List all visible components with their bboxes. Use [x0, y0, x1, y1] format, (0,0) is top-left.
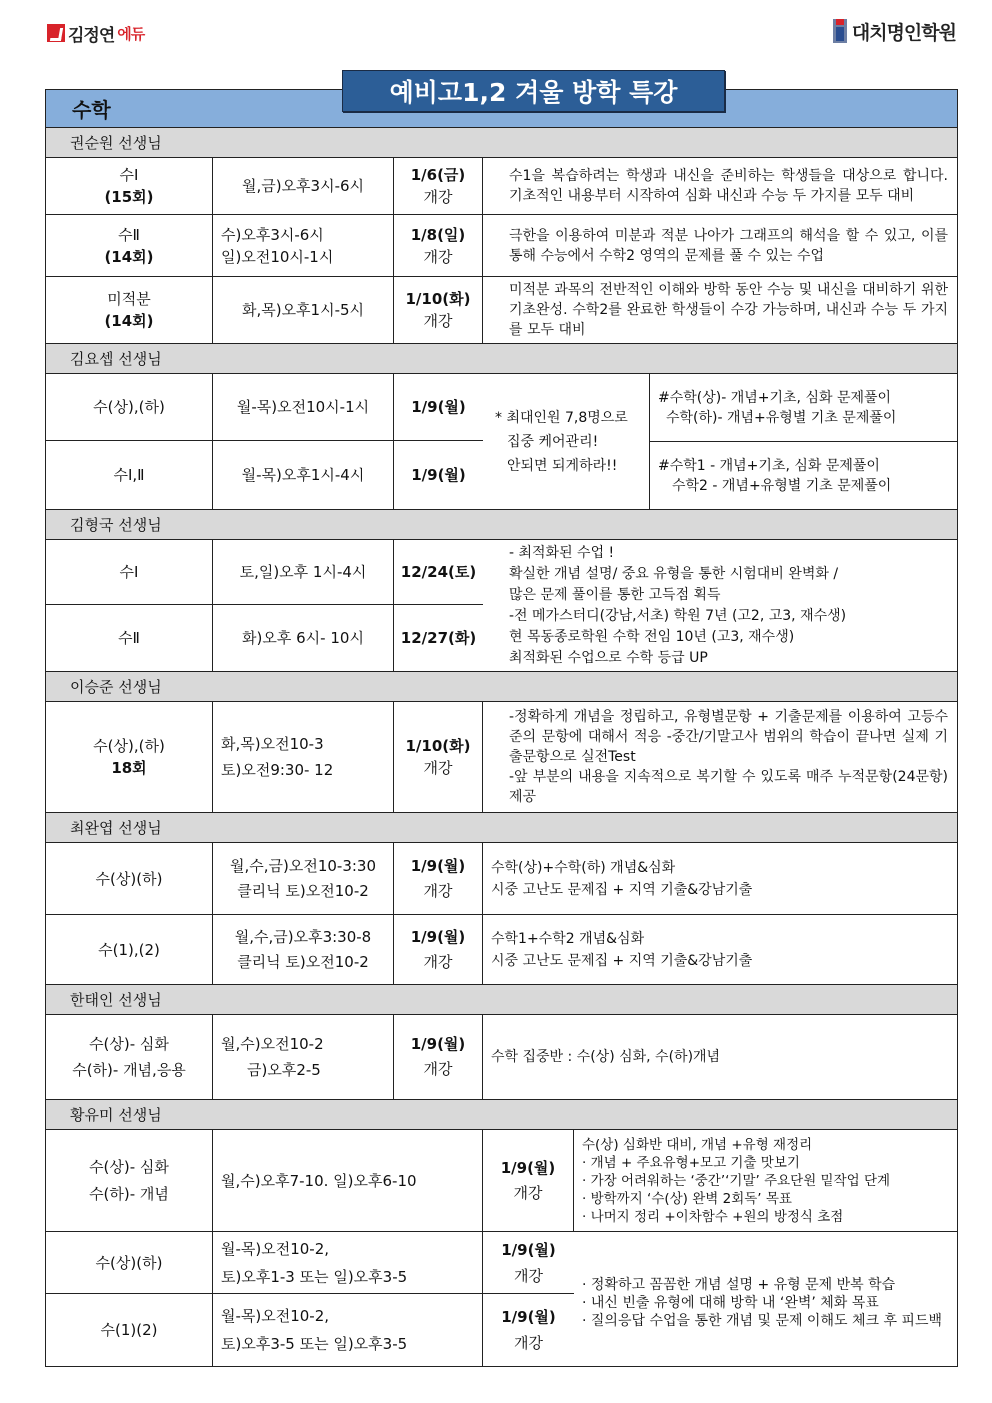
- teacher-header: 황유미 선생님: [46, 1100, 957, 1130]
- logo-left-name: 김정연: [68, 25, 115, 46]
- course-row: [46, 158, 957, 215]
- course-description: - 최적화된 수업 ! 확실한 개념 설명/ 중요 유형을 통한 시험대비 완벽화 / 많은 문제 풀이를 통한 고득점 획득 -전 메가스터디(강남,서초) 학원 7년 (고2, 고3, 재수생) 현 목동종로학원 수학 전임 10년 (고3, 재수생) 최적화된 수업으로 수학 등급 UP: [509, 544, 847, 666]
- course-start: 1/9(월) 개강: [394, 843, 483, 914]
- course-row: [46, 374, 483, 441]
- teacher-header: 김형국 선생님: [46, 510, 957, 540]
- subject-label: 수학: [72, 98, 111, 122]
- course-schedule: 화,목)오후1시-5시: [213, 277, 394, 343]
- course-name: 수(상)(하): [46, 1232, 213, 1293]
- teacher-note: * 최대인원 7,8명으로 집중 케어관리! 안되면 되게하라!!: [483, 374, 650, 509]
- course-name: 수(상)- 심화 수(하)- 개념,응용: [46, 1015, 213, 1099]
- kimjungyeon-edu-logo: [47, 20, 144, 46]
- course-name: 수(상),(하) 18회: [46, 702, 213, 812]
- course-row: [46, 702, 957, 813]
- course-start: 12/24(토): [400, 563, 477, 581]
- course-schedule: 화,목)오전10-3 토)오전9:30- 12: [213, 702, 394, 812]
- course-row: [46, 1130, 957, 1232]
- course-schedule: 월,금)오후3시-6시: [213, 158, 394, 214]
- course-schedule: 월,수,금)오후3:30-8 클리닉 토)오전10-2: [213, 915, 394, 984]
- course-description: -정확하게 개념을 정립하고, 유형별문항 + 기출문제를 이용하여 고등수준의 문항에 대해서 적응 -중간/기말고사 범위의 학습이 끝나면 실제 기출문항으로 실전Test -앞 부분의 내용을 지속적으로 복기할 수 있도록 매주 누적문항(24문항) 제공: [509, 709, 948, 805]
- daechi-myungin-logo: [833, 17, 956, 45]
- course-start: 1/10(화) 개강: [394, 277, 483, 343]
- teacher-course-block: [46, 540, 957, 672]
- course-name: 수(1)(2): [46, 1294, 213, 1366]
- course-schedule: 토,일)오후 1시-4시: [213, 540, 394, 604]
- course-name: 수(1),(2): [46, 915, 213, 984]
- course-name: 수(상)(하): [46, 843, 213, 914]
- course-schedule: 월-목)오전10-2, 토)오후1-3 또는 일)오후3-5: [213, 1232, 483, 1293]
- course-name: 수(상)- 심화 수(하)- 개념: [46, 1130, 213, 1231]
- course-schedule: 화)오후 6시- 10시: [213, 605, 394, 671]
- course-schedule: 월,수)오후7-10. 일)오후6-10: [213, 1130, 483, 1231]
- schedule-table: [45, 89, 958, 1367]
- course-name: 수Ⅰ (15회): [46, 158, 213, 214]
- course-schedule: 월,수)오전10-2 금)오후2-5: [213, 1015, 394, 1099]
- course-start: 1/10(화) 개강: [394, 702, 483, 812]
- course-description: 수학 집중반 : 수(상) 심화, 수(하)개념: [491, 1049, 721, 1065]
- course-start: 1/9(월) 개강: [394, 1015, 483, 1099]
- course-row: [46, 843, 957, 915]
- logo-left-suffix: 에듀: [117, 24, 145, 43]
- course-row: [46, 215, 957, 277]
- course-name: 수Ⅱ: [46, 605, 213, 671]
- course-description: 미적분 과목의 전반적인 이해와 방학 동안 수능 및 내신을 대비하기 위한 기초완성. 수학2를 완료한 학생들이 수강 가능하며, 내신과 수능 두 가지를 모두 대비: [509, 282, 948, 338]
- course-name: 미적분 (14회): [46, 277, 213, 343]
- course-row: [46, 441, 483, 509]
- teacher-header: 이승준 선생님: [46, 672, 957, 702]
- page-title: 예비고1,2 겨울 방학 특강: [389, 78, 678, 107]
- course-schedule: 수)오후3시-6시 일)오전10시-1시: [213, 215, 394, 276]
- page-title-banner: [342, 70, 725, 112]
- course-row: [46, 540, 483, 605]
- course-start: 1/9(월) 개강: [501, 1240, 556, 1285]
- course-schedule: 월-목)오전10시-1시: [213, 374, 394, 440]
- course-row: [46, 1294, 574, 1366]
- course-row: [46, 1232, 574, 1294]
- course-start: 1/9(월): [411, 398, 466, 416]
- course-start: 1/8(일) 개강: [394, 215, 483, 276]
- teacher-header: 한태인 선생님: [46, 985, 957, 1015]
- course-name: 수Ⅱ (14회): [46, 215, 213, 276]
- course-row: [46, 277, 957, 344]
- course-start: 1/9(월) 개강: [483, 1130, 574, 1231]
- course-schedule: 월-목)오전10-2, 토)오후3-5 또는 일)오후3-5: [213, 1294, 483, 1366]
- course-description: 수학(상)+수학(하) 개념&심화 시중 고난도 문제집 + 지역 기출&강남기출: [491, 859, 753, 898]
- course-start: 1/9(월) 개강: [501, 1308, 556, 1352]
- logo-right-name: 대치명인학원: [851, 21, 956, 44]
- course-description: #수학1 - 개념+기초, 심화 문제풀이 수학2 - 개념+유형별 기초 문제풀이: [658, 457, 892, 494]
- teacher-course-block: [46, 1232, 957, 1366]
- course-description: 수학1+수학2 개념&심화 시중 고난도 문제집 + 지역 기출&강남기출: [491, 930, 753, 969]
- teacher-header: 최완엽 선생님: [46, 813, 957, 843]
- course-schedule: 월-목)오후1시-4시: [213, 441, 394, 509]
- teacher-header: 권순원 선생님: [46, 128, 957, 158]
- brand-mark-icon: [833, 19, 847, 43]
- course-row: [46, 1015, 957, 1100]
- course-name: 수Ⅰ: [46, 540, 213, 604]
- course-description: 극한을 이용하여 미분과 적분 나아가 그래프의 해석을 할 수 있고, 이를 통해 수능에서 수학2 영역의 문제를 풀 수 있는 수업: [509, 227, 948, 264]
- course-start: 1/6(금) 개강: [394, 158, 483, 214]
- course-schedule: 월,수,금)오전10-3:30 클리닉 토)오전10-2: [213, 843, 394, 914]
- teacher-course-block: [46, 374, 957, 510]
- course-description: 수1을 복습하려는 학생과 내신을 준비하는 학생들을 대상으로 합니다. 기초적인 내용부터 시작하여 심화 내신과 수능 두 가지를 모두 대비: [509, 168, 948, 204]
- teacher-header: 김요셉 선생님: [46, 344, 957, 374]
- brand-mark-icon: [47, 24, 65, 42]
- course-name: 수Ⅰ,Ⅱ: [46, 441, 213, 509]
- course-description: #수학(상)- 개념+기초, 심화 문제풀이 수학(하)- 개념+유형별 기초 문제풀이: [650, 374, 957, 442]
- course-name: 수(상),(하): [46, 374, 213, 440]
- course-start: 12/27(화): [400, 629, 477, 647]
- course-start: 1/9(월): [411, 466, 466, 484]
- course-start: 1/9(월) 개강: [394, 915, 483, 984]
- course-row: [46, 915, 957, 985]
- course-row: [46, 605, 483, 671]
- course-description: 수(상) 심화반 대비, 개념 +유형 재정리 · 개념 + 주요유형+모고 기출 맛보기 · 가장 어려워하는 ‘중간’‘기말’ 주요단원 밑작업 단계 · 방학까지 ‘수(상) 완벽 2회독’ 목표 · 나머지 정리 +이차함수 +원의 방정식 초점: [582, 1136, 891, 1225]
- course-description: · 정확하고 꼼꼼한 개념 설명 + 유형 문제 반복 학습 · 내신 빈출 유형에 대해 방학 내 ‘완벽’ 체화 목표 · 질의응답 수업을 통한 개념 및 문제 이해도 체크 후 피드백: [582, 1277, 943, 1329]
